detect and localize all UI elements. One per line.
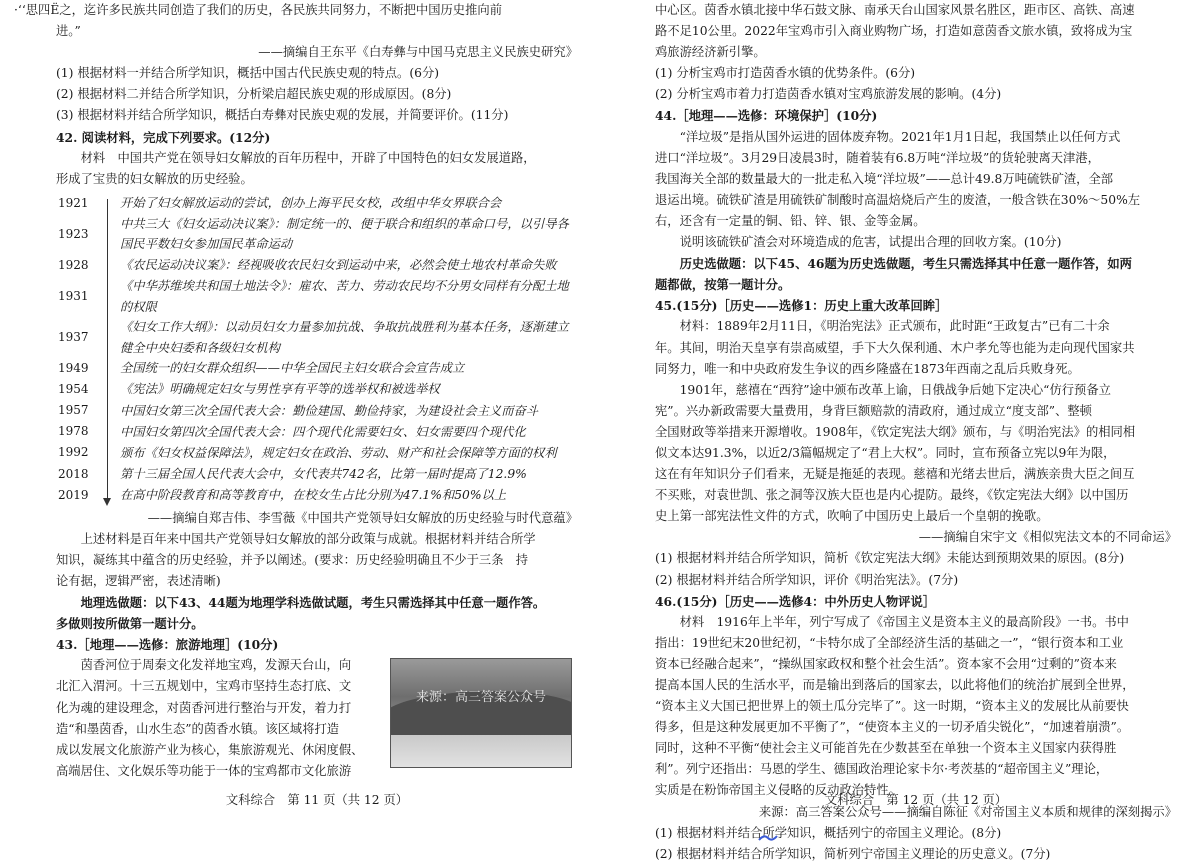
timeline-row xyxy=(58,442,578,463)
material-line: 同时，这种不平衡“使社会主义可能首先在少数甚至在单独一个资本主义国家内获得胜 xyxy=(655,741,1117,756)
timeline-year: 1992 xyxy=(58,445,89,460)
material-line: “资本主义大国已把世界上的领土瓜分完毕了”。这一时期，“资本主义的发展比从前要快 xyxy=(655,699,1129,714)
timeline-year: 1928 xyxy=(58,257,89,272)
question-46-1: (1) 根据材料并结合所学知识，概括列宁的帝国主义理论。(8分) xyxy=(655,825,1002,840)
material-line: 茵香河位于周秦文化发祥地宝鸡，发源天台山，向 xyxy=(56,658,352,673)
material-line: 同努力，唯一和中央政府发生争议的西乡隆盛在1873年西南之乱后兵败身死。 xyxy=(655,361,1080,376)
material-line: 进口“洋垃圾”。3月29日凌晨3时，随着装有6.8万吨“洋垃圾”的货轮驶离天津港， xyxy=(655,150,1100,165)
timeline-event: 在高中阶段教育和高等教育中，在校女生占比分别为47.1%和50%以上 xyxy=(120,487,507,502)
source-citation: ——摘编自郑吉伟、李雪薇《中国共产党领导妇女解放的历史经验与时代意蕴》 xyxy=(147,510,578,525)
material-line: 不买账，对袁世凯、张之洞等汉族大臣也是内心提防。最终，《钦定宪法大纲》以中国历 xyxy=(655,488,1129,503)
geography-elective-note: 多做则按所做第一题计分。 xyxy=(56,616,204,632)
timeline-year: 2019 xyxy=(58,487,89,502)
material-line: 我国海关全部的数量最大的一批走私入境“洋垃圾”——总计49.8万吨硫铁矿渣，全部 xyxy=(655,171,1114,186)
material-text: 形成了宝贵的妇女解放的历史经验。 xyxy=(56,171,253,186)
timeline-year: 1957 xyxy=(58,403,89,418)
source-citation: ——摘编自王东平《白寿彝与中国马克思主义民族史研究》 xyxy=(258,45,578,60)
material-line: 高端居住、文化娱乐等功能于一体的宝鸡都市文化旅游 xyxy=(56,763,352,778)
material-text-block xyxy=(56,655,378,782)
page-11 xyxy=(14,0,578,849)
question-42-heading: 42. 阅读材料，完成下列要求。(12分) xyxy=(56,129,271,145)
material-text: 鸡旅游经济新引擎。 xyxy=(655,45,766,60)
question-45-2: (2) 根据材料并结合所学知识，评价《明治宪法》。(7分) xyxy=(655,572,959,587)
scenery-photo xyxy=(390,658,572,768)
material-line: 指出：19世纪末20世纪初，“卡特尔成了全部经济生活的基础之一”，“银行资本和工业 xyxy=(655,635,1124,650)
requirement-text: 上述材料是百年来中国共产党领导妇女解放的部分政策与成就。根据材料并结合所学 xyxy=(80,531,536,546)
geography-elective-note: 地理选做题：以下43、44题为地理学科选做试题，考生只需选择其中任意一题作答。 xyxy=(80,595,546,611)
question-43-1: (1) 分析宝鸡市打造茵香水镇的优势条件。(6分) xyxy=(655,66,916,81)
source-citation: 来源：高三答案公众号——摘编自陈征《对帝国主义本质和规律的深刻揭示》 xyxy=(758,804,1177,819)
material-text: 材料 中国共产党在领导妇女解放的百年历程中，开辟了中国特色的妇女发展道路， xyxy=(80,150,536,165)
timeline-row xyxy=(58,421,578,442)
material-text: ·‘‘思四Ё之，迄许多民族共同创造了我们的历史，各民族共同努力，不断把中国历史推向前 xyxy=(14,3,502,17)
material-line: 材料：1889年2月11日，《明治宪法》正式颁布，此时距“王政复古”已有二十余 xyxy=(655,319,1110,334)
material-line: 史上第一部宪法性文件的方式，吹响了中国历史上最后一个皇朝的挽歌。 xyxy=(655,509,1049,524)
timeline-event: 《妇女工作大纲》：以动员妇女力量参加抗战、争取抗战胜利为基本任务，逐渐建立健全中央妇委和各级妇女机构 xyxy=(120,320,569,355)
material-line: 资本已经融合起来”，“操纵国家政权和整个社会生活”。资本家不会用“过剩的”资本来 xyxy=(655,656,1117,671)
women-liberation-timeline xyxy=(58,193,578,506)
timeline-year: 1923 xyxy=(58,226,89,241)
material-line: 利”。列宁还指出：马恩的学生、德国政治理论家卡尔·考茨基的“超帝国主义”理论， xyxy=(655,762,1109,777)
timeline-event: 中共三大《妇女运动决议案》：制定统一的、便于联合和组织的革命口号，以引导各国民平数妇女参加国民革命运动 xyxy=(120,216,569,252)
requirement-text: 知识，凝练其中蕴含的历史经验，并予以阐述。(要求：历史经验明确且不少于三条 持 xyxy=(56,552,529,567)
timeline-event: 开始了妇女解放运动的尝试，创办上海平民女校，改组中华女界联合会 xyxy=(120,196,502,211)
material-line: 这在有年知识分子们看来，无疑是拖延的表现。慈禧和光绪去世后，满族亲贵大臣之间互 xyxy=(655,467,1135,482)
timeline-row xyxy=(58,358,578,379)
material-line: 材料 1916年上半年，列宁写成了《帝国主义是资本主义的最高阶段》一书。书中 xyxy=(655,614,1129,629)
question-41-1: (1) 根据材料一并结合所学知识，概括中国古代民族史观的特点。(6分) xyxy=(56,66,440,81)
question-43-material xyxy=(56,655,578,782)
timeline-row xyxy=(58,464,578,485)
material-line: 造“和墨茵香，山水生态”的茵香水镇。该区域将打造 xyxy=(56,721,340,736)
material-line: 似文本达91.3%，以近2/3篇幅规定了“君上大权”。同时，宣布预备立宪以9年为限， xyxy=(655,445,1116,460)
timeline-year: 1978 xyxy=(58,424,89,439)
question-43-heading: 43.［地理——选修：旅游地理］(10分) xyxy=(56,637,279,653)
material-line: “洋垃圾”是指从国外运进的固体废弃物。2021年1月1日起，我国禁止以任何方式 xyxy=(655,129,1121,144)
timeline-event: 《中华苏维埃共和国土地法令》：雇农、苦力、劳动农民均不分男女同样有分配土地的权限 xyxy=(120,279,569,314)
history-elective-note: 题都做，按第一题计分。 xyxy=(655,277,791,293)
timeline-row xyxy=(58,379,578,400)
timeline-row xyxy=(58,400,578,421)
question-41-3: (3) 根据材料并结合所学知识，概括白寿彝对民族史观的发展，并简要评价。(11分) xyxy=(56,108,509,123)
timeline-event: 中国妇女第三次全国代表大会：勤俭建国、勤俭持家，为建设社会主义而奋斗 xyxy=(120,403,539,418)
timeline-event: 第十三届全国人民代表大会中，女代表共742名，比第一届时提高了12.9% xyxy=(120,466,527,481)
material-line: 化为魂的建设理念，对茵香河进行整治与开发，着力打 xyxy=(56,700,352,715)
timeline-row xyxy=(58,485,578,506)
material-line: 年。其间，明治天皇享有崇高威望，手下大久保利通、木户孝允等也能为走向现代国家共 xyxy=(655,340,1135,355)
timeline-row xyxy=(58,193,578,214)
material-line: 右，还含有一定量的铜、铅、锌、银、金等金属。 xyxy=(655,213,926,228)
material-line: 提高本国人民的生活水平，而是输出到落后的国家去，以此将他们的统治扩展到全世界， xyxy=(655,678,1135,692)
photo-watermark: 来源：高三答案公众号 xyxy=(415,690,546,706)
timeline-year: 1954 xyxy=(58,382,89,397)
page-footer: 文科综合 第 12 页（共 12 页） xyxy=(824,792,1008,807)
question-46-2: (2) 根据材料并结合所学知识，简析列宁帝国主义理论的历史意义。(7分) xyxy=(655,846,1051,861)
material-text: 进。” xyxy=(56,24,81,39)
timeline-event: 《农民运动决议案》：经视吸收农民妇女到运动中来，必然会使土地农村革命失败 xyxy=(120,258,557,273)
timeline-year: 1921 xyxy=(58,195,89,210)
material-line: 1901年，慈禧在“西狩”途中颁布改革上谕，日俄战争后她下定决心“仿行预备立 xyxy=(655,382,1111,397)
timeline-row xyxy=(58,255,578,276)
page-footer: 文科综合 第 11 页（共 12 页） xyxy=(225,792,409,807)
timeline-row xyxy=(58,214,578,255)
timeline-row xyxy=(58,276,578,317)
history-elective-note: 历史选做题：以下45、46题为历史选做题，考生只需选择其中任意一题作答，如两 xyxy=(679,256,1132,272)
timeline-event: 《宪法》明确规定妇女与男性享有平等的选举权和被选举权 xyxy=(120,382,440,397)
requirement-text: 论有据，逻辑严密，表述清晰) xyxy=(56,573,221,588)
material-line: 得多，但是这种发展更加不平衡了”，“使资本主义的一切矛盾尖锐化”，“加速着崩溃”。 xyxy=(655,720,1130,735)
ink-mark-icon xyxy=(758,833,778,842)
timeline-event: 颁布《妇女权益保障法》，规定妇女在政治、劳动、财产和社会保障等方面的权利 xyxy=(120,445,557,460)
material-line: 北汇入渭河。十三五规划中，宝鸡市坚持生态打底、文 xyxy=(56,679,352,694)
timeline-axis xyxy=(107,199,108,500)
material-line: 成以发展文化旅游产业为核心，集旅游观光、休闲度假、 xyxy=(56,742,364,757)
timeline-row xyxy=(58,317,578,358)
timeline-year: 2018 xyxy=(58,466,89,481)
timeline-year: 1937 xyxy=(58,329,89,344)
source-citation: ——摘编自宋宇文《相似宪法文本的不同命运》 xyxy=(918,530,1177,545)
question-45-heading: 45.(15分)［历史——选修1：历史上重大改革回眸］ xyxy=(655,298,948,314)
timeline-event: 全国统一的妇女群众组织——中华全国民主妇女联合会宣告成立 xyxy=(120,361,465,376)
material-line: 全国财政等举措来开源增收。1908年，《钦定宪法大纲》颁布，与《明治宪法》的相同相 xyxy=(655,424,1136,439)
material-text: 路不足10公里。2022年宝鸡市引入商业购物广场，打造如意茵香文旅水镇，致将成为宝 xyxy=(655,24,1133,39)
timeline-event: 中国妇女第四次全国代表大会：四个现代化需要妇女、妇女需要四个现代化 xyxy=(120,424,526,439)
photo-water xyxy=(391,735,571,767)
material-line: 退运出境。硫铁矿渣是用硫铁矿制酸时高温焙烧后产生的废渣，一般含铁在30%～50%左 xyxy=(655,192,1141,207)
timeline-year: 1931 xyxy=(58,288,89,303)
question-44-heading: 44.［地理——选修：环境保护］(10分) xyxy=(655,108,878,124)
question-46-heading: 46.(15分)［历史——选修4：中外历史人物评说］ xyxy=(655,593,936,609)
question-43-2: (2) 分析宝鸡市着力打造茵香水镇对宝鸡旅游发展的影响。(4分) xyxy=(655,87,1002,102)
question-41-2: (2) 根据材料二并结合所学知识，分析梁启超民族史观的形成原因。(8分) xyxy=(56,87,452,102)
material-text: 中心区。茵香水镇北接中华石鼓文脉、南承天台山国家风景名胜区，距市区、高铁、高速 xyxy=(655,3,1135,17)
page-12 xyxy=(655,0,1177,861)
material-line: 实质是在粉饰帝国主义侵略的反动政治特性。 xyxy=(655,783,901,798)
question-44-requirement: 说明该硫铁矿渣会对环境造成的危害，试提出合理的回收方案。(10分) xyxy=(679,235,1062,250)
material-line: 宪”。兴办新政需要大量费用，身背巨额赔款的清政府，通过成立“度支部”、整顿 xyxy=(655,403,1092,418)
timeline-year: 1949 xyxy=(58,361,89,376)
question-45-1: (1) 根据材料并结合所学知识，简析《钦定宪法大纲》未能达到预期效果的原因。(8分) xyxy=(655,551,1125,566)
